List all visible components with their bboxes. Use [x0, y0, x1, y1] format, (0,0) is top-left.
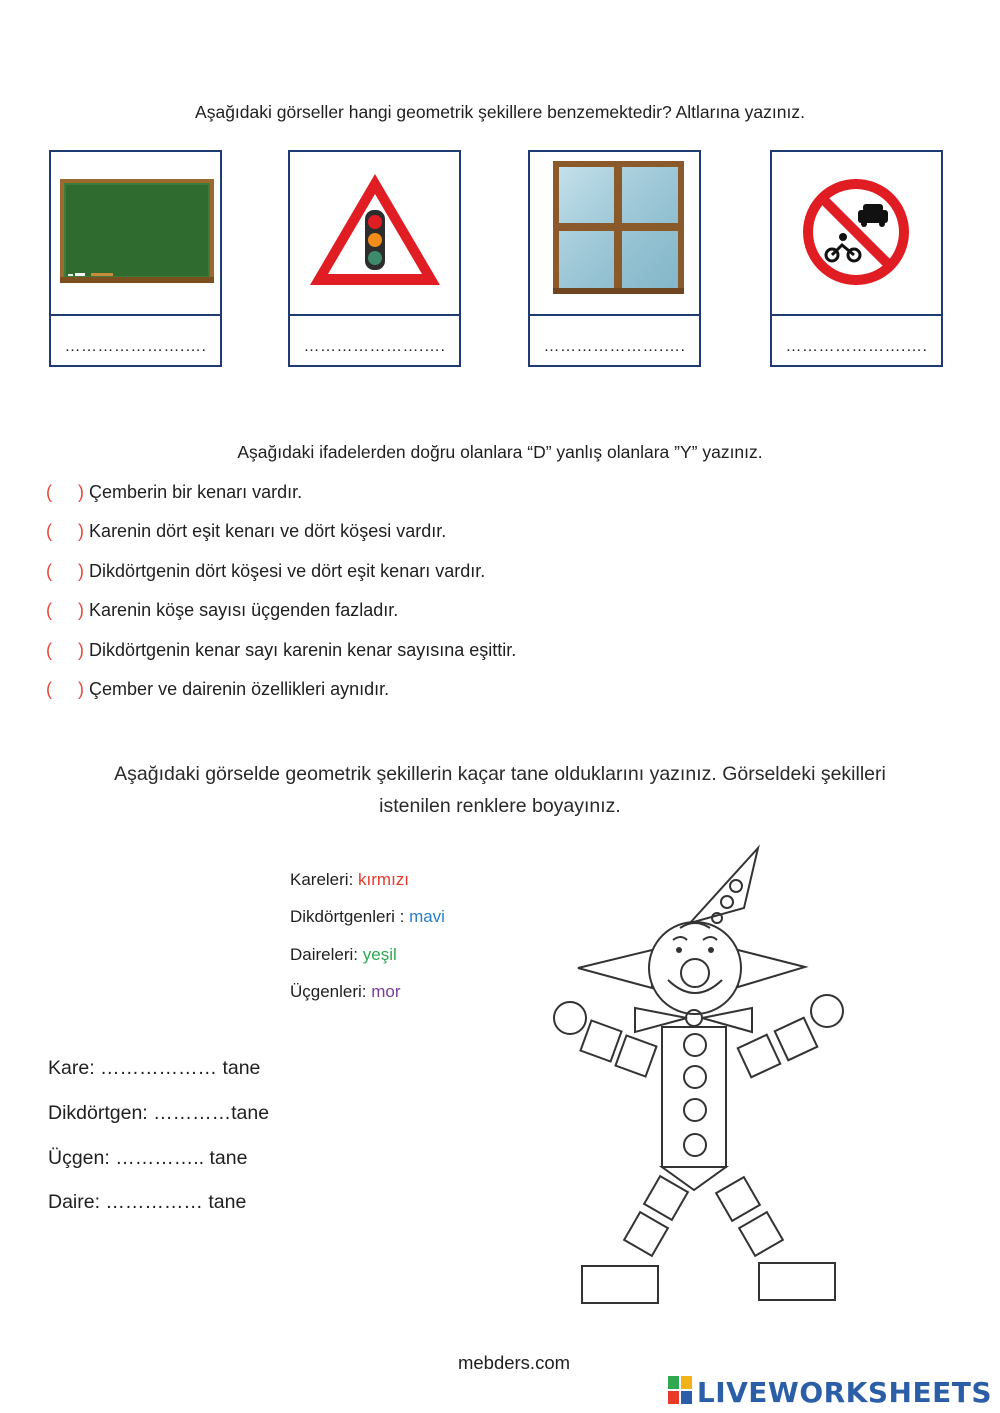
- answer-paren-close[interactable]: ): [78, 482, 85, 502]
- no-vehicles-sign-image: [772, 152, 941, 314]
- statement-text: Dikdörtgenin kenar sayı karenin kenar sayısına eşittir.: [89, 640, 517, 660]
- statement-text: Karenin köşe sayısı üçgenden fazladır.: [89, 600, 399, 620]
- color-legend-rectangles: [290, 907, 445, 927]
- color-value: mor: [371, 982, 401, 1001]
- color-legend-triangles: [290, 982, 401, 1002]
- statement-text: Dikdörtgenin dört köşesi ve dört eşit kenarı vardır.: [89, 561, 486, 581]
- count-rectangle[interactable]: Dikdörtgen: …………tane: [48, 1102, 270, 1124]
- color-value: mavi: [409, 907, 445, 926]
- color-legend-circles: [290, 945, 397, 965]
- card-divider: [51, 314, 220, 316]
- count-square[interactable]: Kare: ……………… tane: [48, 1057, 261, 1079]
- answer-blank-1[interactable]: ………………….….: [64, 338, 207, 355]
- clown-made-of-shapes-image[interactable]: [540, 840, 860, 1310]
- color-label: Üçgenleri:: [290, 982, 372, 1001]
- section3-instruction-line2: istenilen renklere boyayınız.: [379, 795, 621, 817]
- answer-paren-close[interactable]: ): [78, 521, 85, 541]
- answer-blank-4[interactable]: ………………….….: [785, 338, 928, 355]
- card-chalkboard: [49, 150, 222, 367]
- card-divider: [772, 314, 941, 316]
- answer-paren-open[interactable]: (: [46, 561, 52, 581]
- section1-instruction: Aşağıdaki görseller hangi geometrik şekillere benzemektedir? Altlarına yazınız.: [195, 102, 805, 122]
- card-warning-sign: [288, 150, 461, 367]
- statement-text: Çember ve dairenin özellikleri aynıdır.: [89, 679, 390, 699]
- color-legend-squares: [290, 870, 409, 890]
- statement-row: [46, 640, 516, 661]
- section3-instruction: [40, 758, 960, 822]
- answer-paren-close[interactable]: ): [78, 561, 85, 581]
- color-label: Dikdörtgenleri :: [290, 907, 410, 926]
- answer-blank-2[interactable]: ………………….….: [303, 338, 446, 355]
- statement-text: Karenin dört eşit kenarı ve dört köşesi vardır.: [89, 521, 447, 541]
- statement-row: [46, 600, 398, 621]
- statement-text: Çemberin bir kenarı vardır.: [89, 482, 303, 502]
- answer-paren-close[interactable]: ): [78, 679, 85, 699]
- statement-row: [46, 679, 389, 700]
- liveworksheets-wordmark: LIVEWORKSHEETS: [696, 1376, 992, 1409]
- count-circle[interactable]: Daire: …………… tane: [48, 1191, 247, 1213]
- source-footer: mebders.com: [457, 1352, 571, 1373]
- statement-row: [46, 521, 446, 542]
- statement-row: [46, 482, 302, 503]
- statement-row: [46, 561, 485, 582]
- card-window: [528, 150, 701, 367]
- color-label: Daireleri:: [290, 945, 363, 964]
- section2-instruction: Aşağıdaki ifadelerden doğru olanlara “D” yanlış olanlara ”Y” yazınız.: [237, 442, 763, 462]
- color-label: Kareleri:: [290, 870, 359, 889]
- answer-blank-3[interactable]: ………………….….: [543, 338, 686, 355]
- answer-paren-open[interactable]: (: [46, 521, 52, 541]
- card-divider: [530, 314, 699, 316]
- answer-paren-open[interactable]: (: [46, 640, 52, 660]
- card-no-vehicles-sign: [770, 150, 943, 367]
- answer-paren-close[interactable]: ): [78, 600, 85, 620]
- answer-paren-open[interactable]: (: [46, 482, 52, 502]
- color-value: yeşil: [362, 945, 397, 964]
- chalkboard-image: [51, 152, 220, 314]
- liveworksheets-logo-icon: [668, 1376, 692, 1409]
- card-divider: [290, 314, 459, 316]
- liveworksheets-brand[interactable]: [668, 1376, 992, 1410]
- answer-paren-close[interactable]: ): [78, 640, 85, 660]
- color-value: kırmızı: [358, 870, 410, 889]
- window-image: [530, 152, 699, 314]
- warning-traffic-light-sign-image: [290, 152, 459, 314]
- answer-paren-open[interactable]: (: [46, 679, 52, 699]
- answer-paren-open[interactable]: (: [46, 600, 52, 620]
- section3-instruction-line1: Aşağıdaki görselde geometrik şekillerin kaçar tane olduklarını yazınız. Görseldeki şekilleri: [114, 763, 886, 785]
- count-triangle[interactable]: Üçgen: ………….. tane: [48, 1147, 248, 1169]
